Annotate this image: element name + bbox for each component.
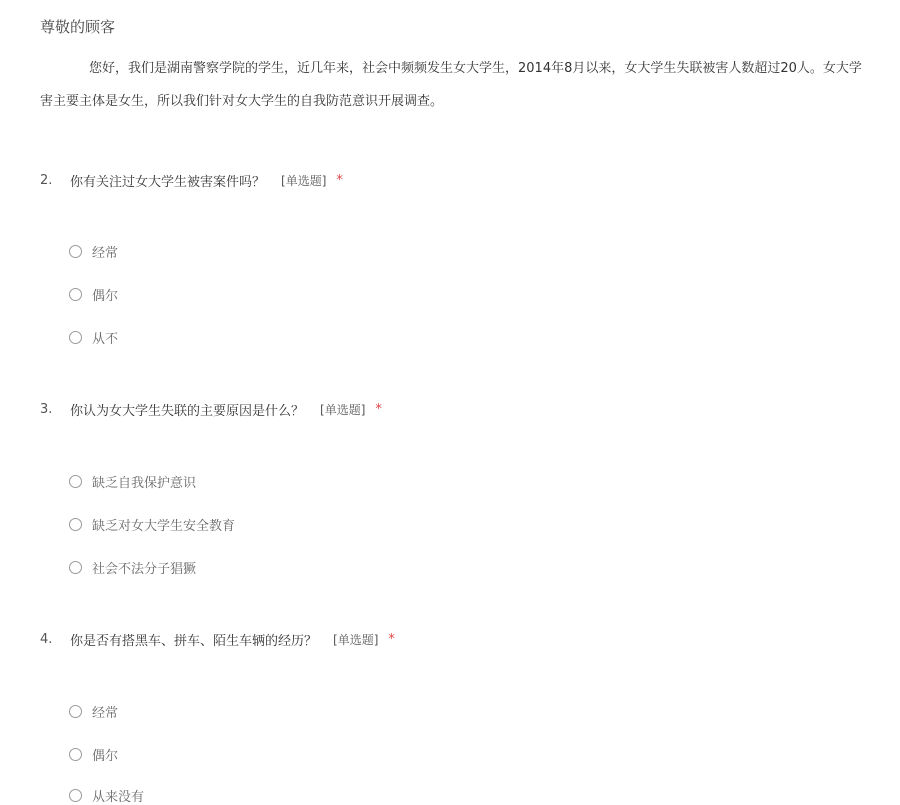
question-3-option-1[interactable] [69, 472, 196, 491]
required-marker: * [336, 173, 343, 188]
question-text: 你是否有搭黑车、拼车、陌生车辆的经历？ [70, 634, 318, 649]
option-label: 经常 [92, 246, 119, 261]
option-label: 从来没有 [92, 790, 145, 805]
radio-circle-icon[interactable] [69, 245, 82, 258]
option-label: 社会不法分子猖獗 [92, 562, 197, 577]
question-4-option-3[interactable] [69, 786, 144, 805]
question-4-title [40, 630, 395, 649]
question-2-option-3[interactable] [69, 328, 118, 347]
intro-text-line-1: 您好，我们是湖南警察学院的学生，近几年来，社会中频频发生女大学生，2014年8月以来，女大学生失联被害人数超过20人。女大学 [89, 61, 862, 76]
radio-circle-icon[interactable] [69, 748, 82, 761]
radio-circle-icon[interactable] [69, 789, 82, 802]
option-label: 从不 [92, 332, 119, 347]
question-type-label: [单选题] [333, 633, 379, 647]
option-label: 偶尔 [92, 749, 119, 764]
question-2-option-2[interactable] [69, 285, 118, 304]
question-number: 4. [40, 632, 53, 647]
question-number: 2. [40, 173, 53, 188]
option-label: 缺乏自我保护意识 [92, 476, 197, 491]
option-label: 偶尔 [92, 289, 119, 304]
question-4-option-1[interactable] [69, 702, 118, 721]
question-2-option-1[interactable] [69, 242, 118, 261]
greeting-heading: 尊敬的顾客 [40, 18, 116, 36]
question-2-title [40, 171, 343, 190]
question-text: 你认为女大学生失联的主要原因是什么？ [70, 404, 305, 419]
option-label: 缺乏对女大学生安全教育 [92, 519, 236, 534]
option-label: 经常 [92, 706, 119, 721]
question-text: 你有关注过女大学生被害案件吗？ [70, 175, 266, 190]
question-type-label: [单选题] [281, 174, 327, 188]
question-3-option-3[interactable] [69, 558, 196, 577]
intro-text-line-2: 害主要主体是女生，所以我们针对女大学生的自我防范意识开展调查。 [40, 94, 444, 109]
radio-circle-icon[interactable] [69, 288, 82, 301]
required-marker: * [375, 402, 382, 417]
radio-circle-icon[interactable] [69, 331, 82, 344]
radio-circle-icon[interactable] [69, 561, 82, 574]
question-number: 3. [40, 402, 53, 417]
question-3-option-2[interactable] [69, 515, 235, 534]
radio-circle-icon[interactable] [69, 705, 82, 718]
question-4-option-2[interactable] [69, 745, 118, 764]
radio-circle-icon[interactable] [69, 518, 82, 531]
question-3-title [40, 400, 382, 419]
question-type-label: [单选题] [320, 403, 366, 417]
radio-circle-icon[interactable] [69, 475, 82, 488]
required-marker: * [388, 632, 395, 647]
